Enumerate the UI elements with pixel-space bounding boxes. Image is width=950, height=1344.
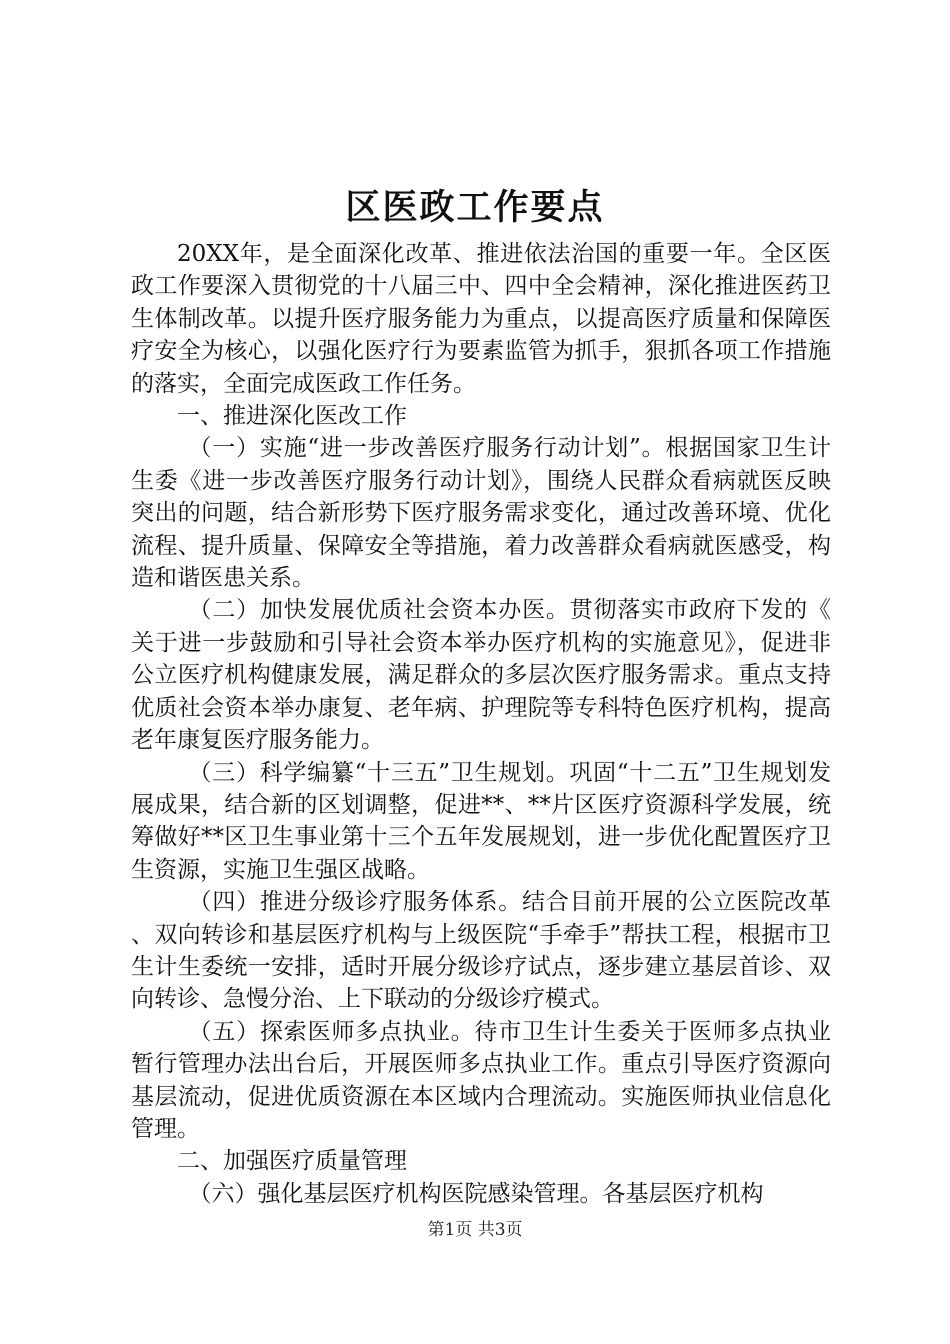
paragraph-item-3: （三）科学编纂“十三五”卫生规划。巩固“十二五”卫生规划发展成果，结合新的区划调整，促进**、**片区医疗资源科学发展，统筹做好**区卫生事业第十三个五年发展规划，进一步优化配置医疗卫生资源，实施卫生强区战略。	[131, 759, 831, 883]
paragraph-item-5: （五）探索医师多点执业。待市卫生计生委关于医师多点执业暂行管理办法出台后，开展医师多点执业工作。重点引导医疗资源向基层流动，促进优质资源在本区域内合理流动。实施医师执业信息化管理。	[131, 1018, 831, 1142]
paragraph-item-1: （一）实施“进一步改善医疗服务行动计划”。根据国家卫生计生委《进一步改善医疗服务行动计划》，围绕人民群众看病就医反映突出的问题，结合新形势下医疗服务需求变化，通过改善环境、优化流程、提升质量、保障安全等措施，着力改善群众看病就医感受，构造和谐医患关系。	[131, 435, 831, 592]
paragraph-item-6: （六）强化基层医疗机构医院感染管理。各基层医疗机构	[188, 1180, 764, 1207]
paragraph-item-4: （四）推进分级诊疗服务体系。结合目前开展的公立医院改革、双向转诊和基层医疗机构与上级医院“手牵手”帮扶工程，根据市卫生计生委统一安排，适时开展分级诊疗试点，逐步建立基层首诊、双向转诊、急慢分治、上下联动的分级诊疗模式。	[131, 889, 831, 1013]
section-heading-1: 一、推进深化医改工作	[177, 403, 407, 430]
page-number-footer: 第1页 共3页	[427, 1220, 523, 1240]
document-body	[131, 238, 831, 1210]
paragraph-intro: 20XX年，是全面深化改革、推进依法治国的重要一年。全区医政工作要深入贯彻党的十八届三中、四中全会精神，深化推进医药卫生体制改革。以提升医疗服务能力为重点，以提高医疗质量和保障医疗安全为核心，以强化医疗行为要素监管为抓手，狠抓各项工作措施的落实，全面完成医政工作任务。	[131, 241, 831, 397]
paragraph-item-2: （二）加快发展优质社会资本办医。贯彻落实市政府下发的《关于进一步鼓励和引导社会资本举办医疗机构的实施意见》，促进非公立医疗机构健康发展，满足群众的多层次医疗服务需求。重点支持优质社会资本举办康复、老年病、护理院等专科特色医疗机构，提高老年康复医疗服务能力。	[131, 597, 831, 754]
document-title: 区医政工作要点	[345, 187, 605, 228]
section-heading-2: 二、加强医疗质量管理	[177, 1148, 407, 1175]
